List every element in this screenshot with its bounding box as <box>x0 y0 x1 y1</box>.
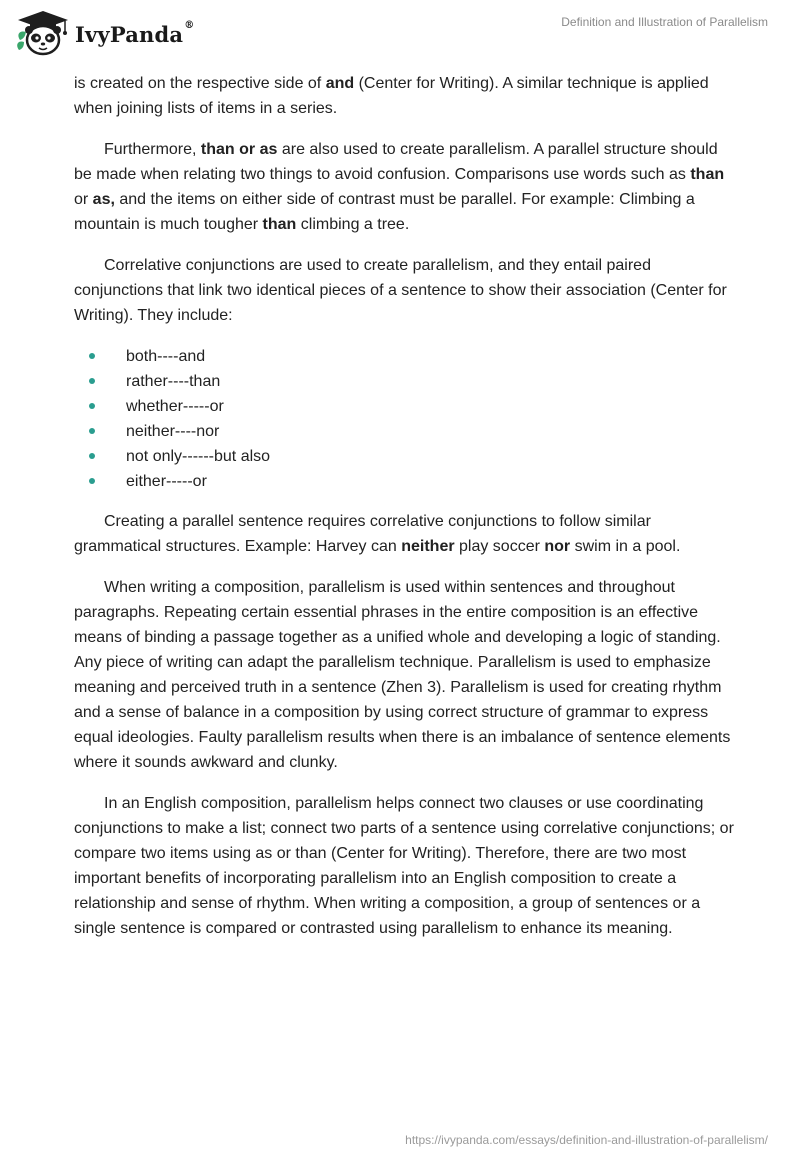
brand-name: IvyPanda® <box>75 19 195 47</box>
list-item: either-----or <box>74 469 734 494</box>
bullet-icon <box>89 428 95 434</box>
paragraph: Correlative conjunctions are used to create parallelism, and they entail paired conjunctions that link two identical pieces of a sentence to show their association (Center for Writing). They include: <box>74 257 727 324</box>
essay-body <box>74 71 734 957</box>
paragraph: When writing a composition, parallelism is used within sentences and throughout paragraphs. Repeating certain essential phrases in the entire composition is an effective means of binding a passage together as a unified whole and developing a logic of standing. Any piece of writing can adapt the parallelism technique. Parallelism is used to emphasize meaning and perceived truth in a sentence (Zhen 3). Parallelism is used for creating rhythm and a sense of balance in a composition by using correct structure of grammar to express equal ideologies. Faulty parallelism results when there is an imbalance of sentence elements where it sounds awkward and clunky. <box>74 579 731 771</box>
bullet-icon <box>89 353 95 359</box>
conjunction-list <box>74 344 734 494</box>
paragraph: In an English composition, parallelism helps connect two clauses or use coordinating conjunctions to make a list; connect two parts of a sentence using correlative conjunctions; or compare two items using as or than (Center for Writing). Therefore, there are two most important benefits of incorporating parallelism into an English composition to create a relationship and sense of rhythm. When writing a composition, a group of sentences or a single sentence is compared or contrasted using parallelism to enhance its meaning. <box>74 795 734 937</box>
bullet-icon <box>89 453 95 459</box>
list-item: not only------but also <box>74 444 734 469</box>
list-item: both----and <box>74 344 734 369</box>
list-item: rather----than <box>74 369 734 394</box>
bullet-icon <box>89 478 95 484</box>
ivypanda-logo[interactable] <box>16 10 194 56</box>
list-item: neither----nor <box>74 419 734 444</box>
source-url[interactable]: https://ivypanda.com/essays/definition-and-illustration-of-parallelism/ <box>405 1133 768 1147</box>
list-item: whether-----or <box>74 394 734 419</box>
panda-mascot-icon <box>16 10 70 56</box>
paragraph: Furthermore, than or as are also used to create parallelism. A parallel structure should be made when relating two things to avoid confusion. Comparisons use words such as than or as, and the items on either side of contrast must be parallel. For example: Climbing a mountain is much tougher than climbing a tree. <box>74 141 725 233</box>
page-header <box>0 0 800 70</box>
bullet-icon <box>89 378 95 384</box>
paragraph: Creating a parallel sentence requires correlative conjunctions to follow similar grammatical structures. Example: Harvey can neither play soccer nor swim in a pool. <box>74 513 681 555</box>
paragraph: is created on the respective side of and (Center for Writing). A similar technique is applied when joining lists of items in a series. <box>74 75 709 117</box>
document-title: Definition and Illustration of Parallelism <box>561 15 768 29</box>
bullet-icon <box>89 403 95 409</box>
